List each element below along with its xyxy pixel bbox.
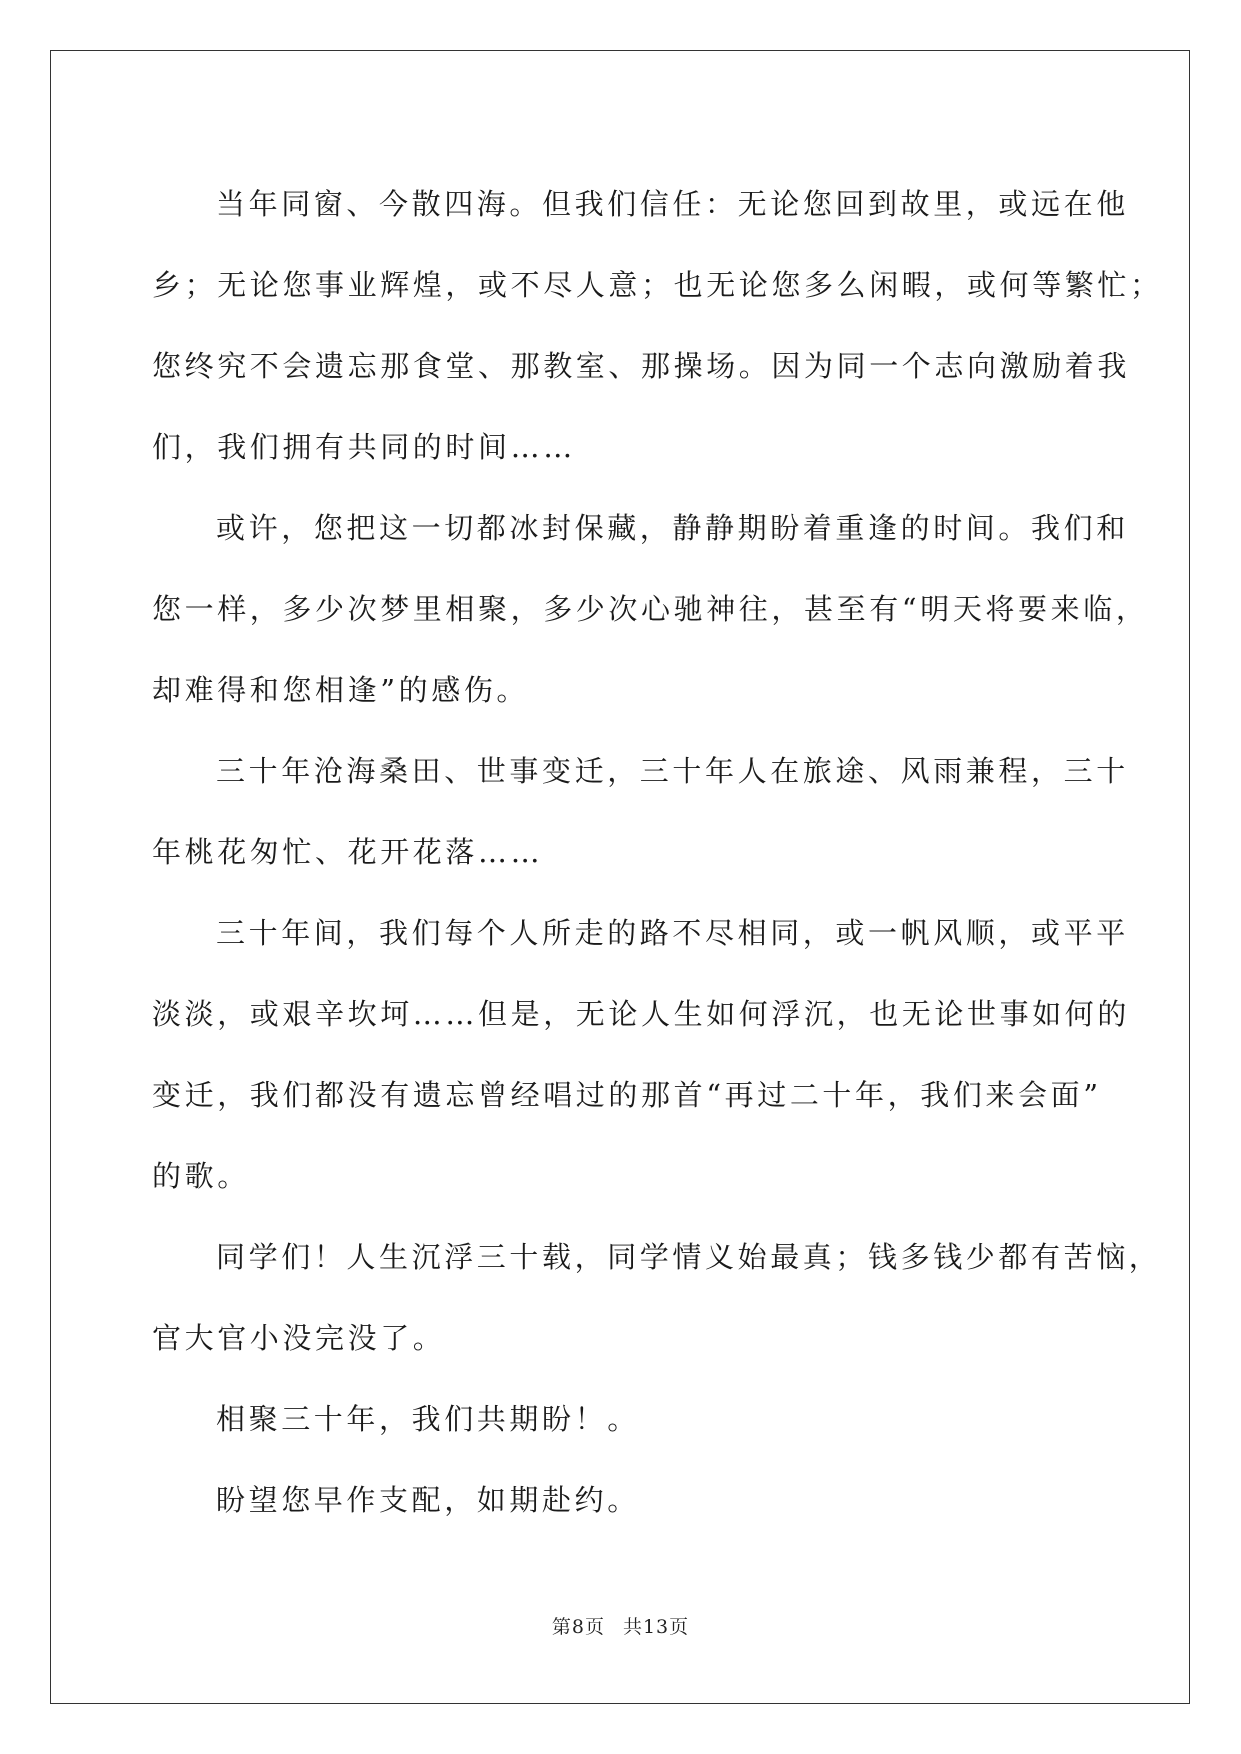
paragraph-3 — [152, 731, 1129, 893]
text-line: 官大官小没完没了。 — [152, 1321, 446, 1355]
page-footer — [0, 1612, 1241, 1639]
text-line: 淡淡，或艰辛坎坷……但是，无论人生如何浮沉，也无论世事如何的 — [152, 997, 1131, 1031]
text-line: 变迁，我们都没有遗忘曾经唱过的那首“再过二十年，我们来会面” — [152, 1078, 1102, 1112]
text-line: 同学们！人生沉浮三十载，同学情义始最真；钱多钱少都有苦恼， — [216, 1240, 1162, 1274]
paragraph-1 — [152, 164, 1163, 488]
paragraph-7 — [152, 1460, 1082, 1541]
text-line: 您一样，多少次梦里相聚，多少次心驰神往，甚至有“明天将要来临， — [152, 592, 1149, 626]
text-line: 或许，您把这一切都冰封保藏，静静期盼着重逢的时间。我们和 — [216, 511, 1129, 545]
text-line: 相聚三十年，我们共期盼！。 — [216, 1402, 640, 1436]
text-line: 三十年间，我们每个人所走的路不尽相同，或一帆风顺，或平平 — [216, 916, 1129, 950]
page-total: 共13页 — [622, 1616, 690, 1638]
text-line: 当年同窗、今散四海。但我们信任：无论您回到故里，或远在他 — [216, 187, 1129, 221]
document-body — [152, 164, 1163, 1541]
paragraph-6 — [152, 1379, 1082, 1460]
text-line: 盼望您早作支配，如期赴约。 — [216, 1483, 640, 1517]
text-line: 年桃花匆忙、花开花落…… — [152, 835, 544, 869]
page-number: 第8页 — [551, 1616, 605, 1638]
paragraph-4 — [152, 893, 1131, 1217]
text-line: 们，我们拥有共同的时间…… — [152, 430, 576, 464]
paragraph-5 — [152, 1217, 1162, 1379]
text-line: 您终究不会遗忘那食堂、那教室、那操场。因为同一个志向激励着我 — [152, 349, 1131, 383]
text-line: 三十年沧海桑田、世事变迁，三十年人在旅途、风雨兼程，三十 — [216, 754, 1129, 788]
paragraph-2 — [152, 488, 1149, 731]
text-line: 的歌。 — [152, 1159, 250, 1193]
text-line: 乡；无论您事业辉煌，或不尽人意；也无论您多么闲暇，或何等繁忙； — [152, 268, 1163, 302]
text-line: 却难得和您相逢”的感伤。 — [152, 673, 530, 707]
